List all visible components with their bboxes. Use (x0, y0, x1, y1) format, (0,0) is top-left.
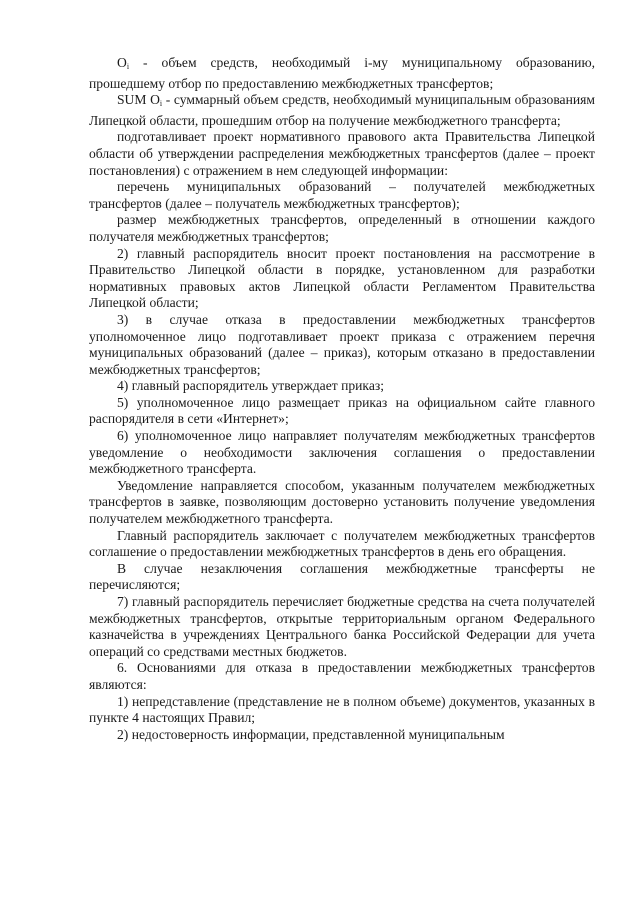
paragraph: 7) главный распорядитель перечисляет бюджетные средства на счета получателей межбюджетных трансфертов, открытые территориальным органом Федерального казначейства в учреждениях Центрального банка Российской Федерации для учета операций со средствами местных бюджетов. (89, 594, 595, 659)
paragraph: 1) непредставление (представление не в полном объеме) документов, указанных в пункте 4 настоящих Правил; (89, 693, 595, 726)
variable-subscript: i (159, 99, 163, 109)
paragraph: В случае незаключения соглашения межбюджетные трансферты не перечисляются; (89, 560, 595, 593)
paragraph: подготавливает проект нормативного правового акта Правительства Липецкой области об утверждении распределения межбюджетных трансфертов (далее – проект постановления) с отражением в нем следующей информации: (89, 129, 595, 178)
paragraph: 2) главный распорядитель вносит проект постановления на рассмотрение в Правительство Липецкой области в порядке, установленном для разработки нормативных правовых актов Липецкой области Регламентом Правительства Липецкой области; (89, 245, 595, 311)
variable-name: SUM O (117, 92, 160, 108)
paragraph: 4) главный распорядитель утверждает приказ; (117, 378, 385, 394)
paragraph: 5) уполномоченное лицо размещает приказ на официальном сайте главного распорядителя в сети «Интернет»; (89, 394, 595, 427)
paragraph: 6. Основаниями для отказа в предоставлении межбюджетных трансфертов являются: (89, 660, 595, 692)
paragraph (89, 55, 595, 92)
paragraph: размер межбюджетных трансфертов, определенный в отношении каждого получателя межбюджетных трансфертов; (89, 212, 595, 244)
paragraph: 6) уполномоченное лицо направляет получателям межбюджетных трансфертов уведомление о необходимости заключения соглашения о предоставлении межбюджетного трансферта. (89, 428, 595, 477)
paragraph-text: - суммарный объем средств, необходимый муниципальным образованиям Липецкой области, прошедшим отбор на получение межбюджетного трансферта; (89, 92, 595, 128)
paragraph (89, 92, 595, 129)
document-page (89, 55, 595, 743)
paragraph: 3) в случае отказа в предоставлении межбюджетных трансфертов уполномоченное лицо подготавливает проект приказа с отражением перечня муниципальных образований (далее – приказ), которым отказано в предоставлении межбюджетных трансфертов; (89, 311, 595, 377)
paragraph: 2) недостоверность информации, представленной муниципальным (117, 726, 505, 742)
variable-subscript: i (126, 62, 130, 71)
paragraph: перечень муниципальных образований – получателей межбюджетных трансфертов (далее – получатель межбюджетных трансфертов); (89, 179, 595, 211)
variable-name: O (117, 55, 127, 70)
paragraph-text: - объем средств, необходимый i-му муниципальному образованию, прошедшему отбор по предоставлению межбюджетных трансфертов; (89, 55, 595, 91)
paragraph: Главный распорядитель заключает с получателем межбюджетных трансфертов соглашение о предоставлении межбюджетных трансфертов в день его обращения. (89, 527, 595, 560)
paragraph: Уведомление направляется способом, указанным получателем межбюджетных трансфертов в заявке, позволяющим достоверно установить получение уведомления получателем межбюджетного трансферта. (89, 477, 595, 527)
